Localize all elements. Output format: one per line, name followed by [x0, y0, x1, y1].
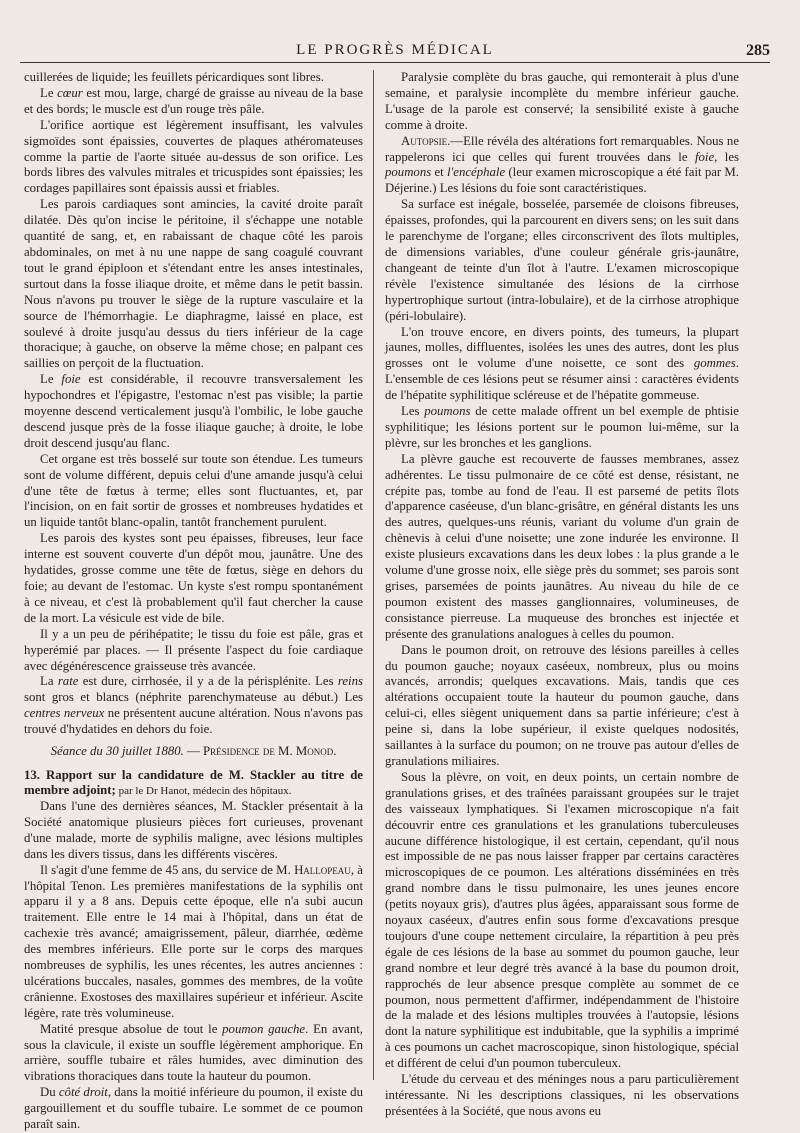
text-run: Les — [401, 404, 425, 419]
text-run: est mou, large, chargé de graisse au niveau de la base et des bords; le muscle est d'un rouge très pâle. — [24, 85, 363, 116]
emphasis-text: gommes — [693, 356, 736, 371]
paragraph: L'étude du cerveau et des méninges nous a paru particulièrement intéressante. Ni les descriptions classiques, ni les observations présentées à la Société, que nous avons eu — [385, 1072, 739, 1118]
paragraph: Sous la plèvre, on voit, en deux points, un certain nombre de granulations grises, et des traînées paraissant groupées sur le trajet des vaisseaux lymphatiques. Si l'examen microscopique n'a fait découvrir entre ces granulations et les granulations tuberculeuses aucune différence histologique, il est certain, cependant, qu'il nous est impossible de ne pas nous laisser frapper par certains caractères microscopiques de ce poumon. Les altérations disséminées en très grand nombre dans le tissu pulmonaire, les unes jeunes encore (petits noyaux gris), d'autres plus âgées, apparaissant sous forme de noyaux caséeux, d'autres enfin sous forme d'excavations presque toujours d'une coupe nettement circulaire, la répartition à peu près égale de ces lésions de la base au sommet du poumon gauche, leur grand nombre et leur degré très avancé à la base du poumon droit, rapprochés de leur absence presque complète au sommet de ce poumon, nous permettent d'affirmer, indépendamment de l'histoire de la malade et des lésions multiples trouvées à l'autopsie, lésions dont la nature syphilitique est indubitable, que la syphilis a imprimé à ces poumons un cachet macroscopique, sinon histologique, spécial et différent de celui d'un poumon tuberculeux. — [385, 769, 739, 1071]
text-run: sont gros et blancs (néphrite parenchymateuse au début.) Les — [24, 690, 363, 705]
paragraph — [385, 325, 739, 405]
emphasis-text: rate — [57, 674, 79, 689]
paragraph — [385, 134, 739, 198]
paragraph: Cet organe est très bosselé sur toute son étendue. Les tumeurs sont de volume différent, depuis celui d'une amande jusqu'à celui d'une tête de fœtus à terme; elles sont fluctuantes, et, par l'incision, on en fait sortir de grosses et nombreuses hydatides et un liquide tantôt blanc-opalin, tantôt franchement purulent. — [24, 451, 363, 530]
heading-title: 13. Rapport sur la candidature de M. Stackler au titre de membre adjoint; — [24, 767, 363, 797]
text-run: La — [40, 674, 58, 689]
paragraph: Les parois des kystes sont peu épaisses, fibreuses, leur face interne est souvent couverte d'un dépôt mou, jaunâtre. Une des hydatides, grosse comme une tête de fœtus, siège en dehors du foie; au devant de l'estomac. Un kyste s'est rompu spontanément à ce niveau, et c'est là probablement qu'il faut chercher la cause de la mort. La vésicule est vide de bile. — [24, 531, 363, 625]
text-run: Le — [40, 85, 58, 100]
heading-byline: par le Dr Hanot, médecin des hôpitaux. — [115, 784, 292, 797]
paragraph — [24, 372, 363, 452]
session-line — [24, 744, 363, 760]
paragraph — [24, 863, 363, 1022]
emphasis-text: cœur — [57, 85, 83, 100]
page-header — [20, 30, 770, 63]
emphasis-text: poumon gauche — [222, 1021, 306, 1036]
text-run: ne présentent aucune altération. Nous n'avons pas trouvé d'hydatides en dehors du foie. — [24, 706, 363, 737]
text-run: . En avant, sous la clavicule, il existe un souffle légèrement amphorique. En arrière, souffle tubaire et râles humides, avec diminution des vibrations thoraciques dans toute la hauteur du poumon. — [24, 1021, 363, 1084]
emphasis-text: foie — [694, 149, 715, 164]
paragraph — [24, 1085, 363, 1133]
paragraph: cuillerées de liquide; les feuillets péricardiques sont libres. — [24, 70, 324, 84]
small-caps-text: Autopsie — [401, 133, 448, 148]
paragraph: Paralysie complète du bras gauche, qui remonterait à plus d'une semaine, et paralysie incomplète du membre inférieur gauche. L'usage de la parole est conservé; la sensibilité existe à gauche comme à droite. — [385, 70, 739, 132]
small-caps-text: Hallopeau — [294, 862, 351, 877]
emphasis-text: centres nerveux — [24, 706, 105, 721]
right-column — [385, 70, 739, 1118]
paragraph — [24, 86, 363, 118]
emphasis-text: poumons — [385, 165, 432, 180]
text-run: de cette malade offrent un bel exemple de phtisie syphilitique; les lésions portent sur le poumon lui-même, sur la plèvre, sur les bronches et les ganglions. — [385, 404, 739, 450]
text-run: et — [431, 165, 447, 180]
paragraph: Sa surface est inégale, bosselée, parsemée de cloisons fibreuses, épaisses, profondes, qui la parcourent en divers sens; on les suit dans le parenchyme de l'organe; elles circonscrivent des îlots multiples, de dimensions variables, d'une couleur générale gris-jaunâtre, changeant de teinte d'un îlot à l'autre. L'examen microscopique révèle l'existence simultanée des lésions de la cirrhose hypertrophique surtout (intra-lobulaire), et de la cirrhose atrophique (péri-lobulaire). — [385, 197, 739, 323]
text-run: , à l'hôpital Tenon. Les premières manifestations de la syphilis ont apparu il y a 8 ans. Depuis cette époque, elle n'a subi aucun traitement. Elle entre le 14 mai à l'hôpital, dans un état de cachexie très avancé; amaigrissement, pâleur, diarrhée, œdème des membres inférieurs. Elle porte sur le corps des marques nombreuses de syphilis, les unes récentes, les autres anciennes : ulcérations buccales, nasales, gommes des membres, de la voûte crânienne. Exostoses des maxillaires supérieur et inférieur. Ascite légère, rate très volumineuse. — [24, 862, 363, 1020]
running-head: LE PROGRÈS MÉDICAL — [296, 42, 494, 58]
paragraph: L'orifice aortique est légèrement insuffisant, les valvules sigmoïdes sont épaissies, couvertes de plaques athéromateuses comme la partie de l'aorte située au-dessus de son orifice. Les bords libres des valvules mitrales et tricuspides sont épaissies; les cordages papillaires sont épaissis aussi et friables. — [24, 117, 363, 196]
text-run: Il s'agit d'une femme de 45 ans, du service de M. — [40, 862, 295, 877]
session-dash: — — [183, 744, 204, 759]
session-president: Présidence de M. Monod. — [203, 744, 337, 759]
text-run: , dans la moitié inférieure du poumon, il existe du gargouillement et du souffle tubaire. Le sommet de ce poumon paraît sain. — [24, 1085, 363, 1132]
section-heading — [24, 768, 363, 799]
emphasis-text: l'encéphale — [446, 165, 506, 180]
emphasis-text: foie — [61, 372, 81, 387]
paragraph: Dans l'une des dernières séances, M. Stackler présentait à la Société anatomique plusieurs pièces fort curieuses, provenant d'une malade, morte de syphilis maligne, avec lésions multiples dans les divers tissus, dans les différents viscères. — [24, 798, 363, 861]
text-run: L'on trouve encore, en divers points, des tumeurs, la plupart jaunes, molles, diffluentes, isolées les unes des autres, dont les plus grosses ont le volume d'une noisette, ce sont des — [385, 324, 739, 371]
text-run: .—Elle révéla des altérations fort remarquables. Nous ne rappelerons ici que celles qui furent trouvées dans le — [385, 133, 739, 164]
left-column — [24, 70, 363, 1132]
text-run: , les — [714, 149, 739, 164]
emphasis-text: côté droit — [58, 1085, 108, 1100]
text-run: Matité presque absolue de tout le — [40, 1021, 223, 1036]
paragraph: Il y a un peu de périhépatite; le tissu du foie est pâle, gras et hyperémié par places. — Il présente l'aspect du foie cardiaque avec dégénérescence graisseuse très avancée. — [24, 626, 363, 673]
page-number: 285 — [746, 42, 770, 59]
text-run: . L'ensemble de ces lésions peut se résumer ainsi : caractères évidents de l'hépatite syphilitique scléreuse et de l'hépatite gommeuse. — [385, 356, 739, 403]
paragraph: La plèvre gauche est recouverte de fausses membranes, assez adhérentes. Le tissu pulmonaire de ce côté est dense, résistant, ne crépite pas, tombe au fond de l'eau. Il est parsemé de petits îlots d'apparence caséeuse, d'un blanc-grisâtre, en général distants les uns des autres, quelques-uns réunis, variant du volume d'un grain de chènevis à celui d'une noisette; une zone indurée les environne. Il existe plusieurs excavations dans les deux lobes : la plus grande a le volume d'une grosse noix, elle siège près du sommet; ses parois sont grises, parsemées de points jaunâtres. Au niveau du hile de ce poumon existent des masses ganglionnaires, volumineuses, de consistance pierreuse. La muqueuse des bronches est injectée et présente des granulations analogues à celles du poumon. — [385, 451, 739, 641]
emphasis-text: reins — [337, 674, 363, 689]
paragraph — [24, 1022, 363, 1086]
text-run: Le — [40, 372, 62, 387]
paragraph: Les parois cardiaques sont amincies, la cavité droite paraît dilatée. Dès qu'on incise le péritoine, il s'échappe une notable quantité de sang, et, en rabaissant de chaque côté les parois abdominales, on met à nu une nappe de sang coagulé couvrant tout le grand épiploon et s'étendant entre les anses intestinales, surtout dans la fosse iliaque droite, et même dans le petit bassin. Nous n'avons pu trouver le siège de la rupture vasculaire et la source de l'hémorrhagie. Le diaphragme, laissé en place, est soulevé à droite jusqu'au dessus du tiers inférieur de la cage thoracique; à gauche, on observe la même chose; en palpant ces saillies on perçoit de la fluctuation. — [24, 197, 363, 371]
text-run: Du — [40, 1085, 59, 1100]
emphasis-text: poumons — [424, 404, 471, 419]
paragraph — [385, 404, 739, 452]
text-run: est dure, cirrhosée, il y a de la périsplénite. Les — [78, 674, 338, 689]
session-date: Séance du 30 juillet 1880. — [50, 744, 184, 759]
paragraph — [24, 674, 363, 738]
column-divider — [373, 70, 374, 1080]
paragraph: Dans le poumon droit, on retrouve des lésions pareilles à celles du poumon gauche; noyaux caséeux, nombreux, plus ou moins avancés, arrondis; quelques excavations. Mais, tandis que ces altérations occupaient toute la hauteur du poumon gauche, dans celui-ci, elles siègent uniquement dans sa partie inférieure; c'est à peine si, dans la lobe supérieur, il existe quelques nodosités, saillantes à la surface du poumon; on ne trouve pas autour d'elles de granulations miliaires. — [385, 642, 739, 768]
text-run: est considérable, il recouvre transversalement les hypochondres et l'épigastre, l'estomac n'est pas visible; la partie moyenne descend verticalement jusqu'à l'ombilic, le lobe gauche descend jusque près de la fosse iliaque gauche; à droite, le lobe droit descend jusqu'au flanc. — [24, 372, 363, 450]
text-run: (leur examen microscopique a été fait par M. Déjerine.) Les lésions du foie sont caractéristiques. — [385, 165, 739, 196]
